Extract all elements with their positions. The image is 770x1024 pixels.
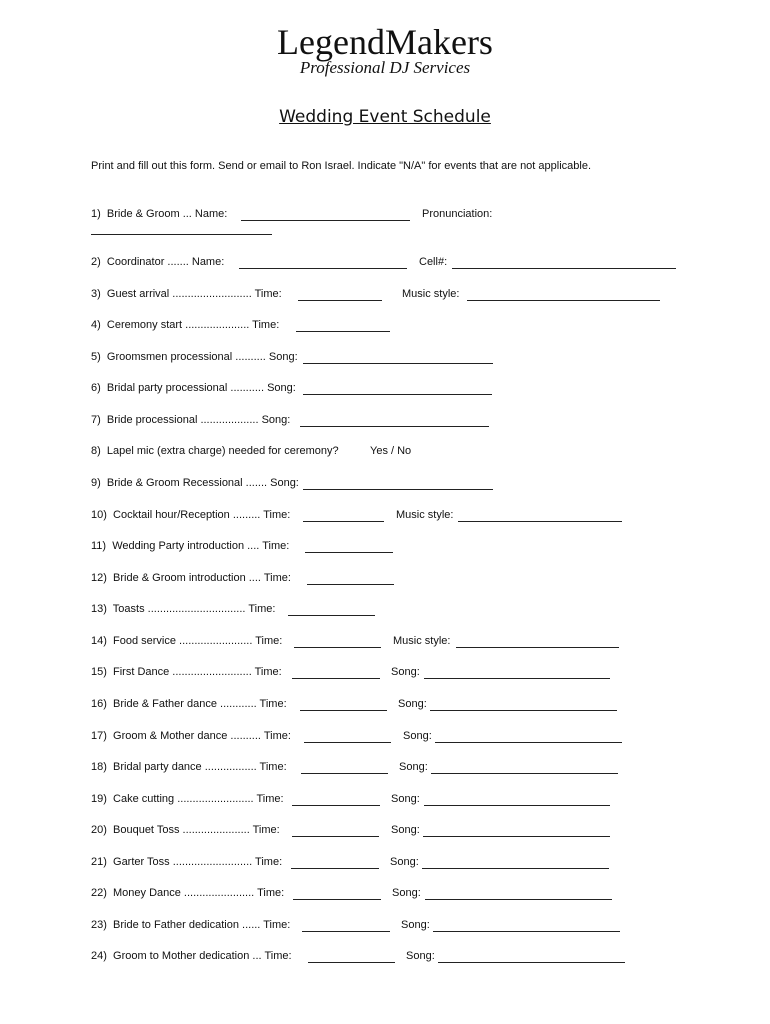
brand-tagline: Professional DJ Services (299, 58, 471, 77)
schedule-item-10 (91, 509, 454, 525)
song-field[interactable] (424, 805, 610, 806)
item-field2-label: Song: (401, 919, 430, 931)
item-label: 4) Ceremony start ..................... Time: (91, 319, 280, 331)
time-field[interactable] (292, 836, 379, 837)
item-label: 17) Groom & Mother dance .......... Time: (91, 730, 291, 742)
item-field2-label: Song: (403, 730, 432, 742)
item-label: 20) Bouquet Toss ...................... Time: (91, 824, 280, 836)
item-field2-label: Song: (398, 698, 427, 710)
item-label: 21) Garter Toss .......................... Time: (91, 856, 283, 868)
song-field[interactable] (300, 426, 489, 427)
item-field2-label: Song: (391, 666, 420, 678)
item-field2-label: Music style: (396, 509, 454, 521)
time-field[interactable] (308, 962, 395, 963)
schedule-item-16 (91, 698, 427, 714)
song-field[interactable] (431, 773, 618, 774)
schedule-item-6 (91, 382, 296, 398)
schedule-item-14 (91, 635, 451, 651)
item-label: 8) Lapel mic (extra charge) needed for ceremony? (91, 445, 339, 457)
song-field[interactable] (425, 899, 612, 900)
pronunciation-field[interactable] (91, 234, 272, 235)
time-field[interactable] (292, 678, 380, 679)
time-field[interactable] (292, 805, 380, 806)
schedule-item-7 (91, 414, 291, 430)
music-style-field[interactable] (456, 647, 619, 648)
item-field2-label: Pronunciation: (422, 208, 493, 220)
song-field[interactable] (422, 868, 609, 869)
time-field[interactable] (302, 931, 390, 932)
schedule-item-19 (91, 793, 420, 809)
music-style-field[interactable] (467, 300, 660, 301)
time-field[interactable] (304, 742, 391, 743)
page-title: Wedding Event Schedule (279, 107, 491, 127)
item-label: 19) Cake cutting ......................... Time: (91, 793, 284, 805)
time-field[interactable] (296, 331, 390, 332)
item-label: 14) Food service ........................ Time: (91, 635, 283, 647)
item-field2-label: Song: (399, 761, 428, 773)
item-label: 24) Groom to Mother dedication ... Time: (91, 950, 292, 962)
item-label: 6) Bridal party processional ........... Song: (91, 382, 296, 394)
song-field[interactable] (424, 678, 610, 679)
item-label: 10) Cocktail hour/Reception ......... Time: (91, 509, 291, 521)
time-field[interactable] (298, 300, 382, 301)
item-label: 9) Bride & Groom Recessional ....... Song: (91, 477, 299, 489)
item-field2-label: Song: (406, 950, 435, 962)
song-field[interactable] (435, 742, 622, 743)
item-label: 11) Wedding Party introduction .... Time: (91, 540, 290, 552)
item-label: 13) Toasts ................................ Time: (91, 603, 276, 615)
schedule-item-5 (91, 351, 298, 367)
item-field2-label: Music style: (402, 288, 460, 300)
item-label: 1) Bride & Groom ... Name: (91, 208, 228, 220)
time-field[interactable] (288, 615, 375, 616)
song-field[interactable] (423, 836, 610, 837)
item-label: 18) Bridal party dance ................. Time: (91, 761, 287, 773)
yes-no-choice[interactable]: Yes / No (370, 445, 412, 457)
item-label: 23) Bride to Father dedication ...... Time: (91, 919, 291, 931)
brand-name: LegendMakers (277, 22, 493, 62)
name-field[interactable] (241, 220, 410, 221)
schedule-item-15 (91, 666, 420, 682)
item-label: 12) Bride & Groom introduction .... Time: (91, 572, 291, 584)
item-field2-label: Song: (390, 856, 419, 868)
schedule-item-1 (91, 208, 493, 224)
schedule-item-24 (91, 950, 435, 966)
time-field[interactable] (301, 773, 388, 774)
schedule-item-13 (91, 603, 276, 619)
schedule-item-21 (91, 856, 419, 872)
song-field[interactable] (430, 710, 617, 711)
time-field[interactable] (303, 521, 384, 522)
name-field[interactable] (239, 268, 407, 269)
item-field2-label: Cell#: (419, 256, 448, 268)
item-field2-label: Song: (391, 824, 420, 836)
item-label: 7) Bride processional ................... Song: (91, 414, 291, 426)
schedule-item-17 (91, 730, 432, 746)
time-field[interactable] (307, 584, 394, 585)
item-label: 22) Money Dance ....................... Time: (91, 887, 285, 899)
schedule-item-12 (91, 572, 291, 588)
time-field[interactable] (300, 710, 387, 711)
cell-field[interactable] (452, 268, 676, 269)
song-field[interactable] (303, 489, 493, 490)
schedule-item-3 (91, 288, 460, 304)
schedule-item-18 (91, 761, 428, 777)
music-style-field[interactable] (458, 521, 622, 522)
time-field[interactable] (293, 899, 381, 900)
time-field[interactable] (294, 647, 381, 648)
item-label: 15) First Dance .......................... Time: (91, 666, 282, 678)
item-label: 3) Guest arrival .......................... Time: (91, 288, 282, 300)
time-field[interactable] (291, 868, 379, 869)
schedule-item-4 (91, 319, 280, 335)
schedule-item-2 (91, 256, 448, 272)
time-field[interactable] (305, 552, 393, 553)
schedule-item-22 (91, 887, 421, 903)
item-field2-label: Song: (392, 887, 421, 899)
instructions-text: Print and fill out this form. Send or email to Ron Israel. Indicate "N/A" for events that are not applicable. (91, 160, 592, 172)
schedule-item-20 (91, 824, 420, 840)
schedule-item-9 (91, 477, 299, 493)
item-label: 2) Coordinator ....... Name: (91, 256, 225, 268)
song-field[interactable] (303, 363, 493, 364)
schedule-item-11 (91, 540, 290, 556)
schedule-item-23 (91, 919, 430, 935)
song-field[interactable] (438, 962, 625, 963)
schedule-item-8 (91, 445, 412, 461)
item-field2-label: Music style: (393, 635, 451, 647)
song-field[interactable] (303, 394, 492, 395)
item-label: 16) Bride & Father dance ............ Time: (91, 698, 287, 710)
item-field2-label: Song: (391, 793, 420, 805)
song-field[interactable] (433, 931, 620, 932)
item-label: 5) Groomsmen processional .......... Song: (91, 351, 298, 363)
